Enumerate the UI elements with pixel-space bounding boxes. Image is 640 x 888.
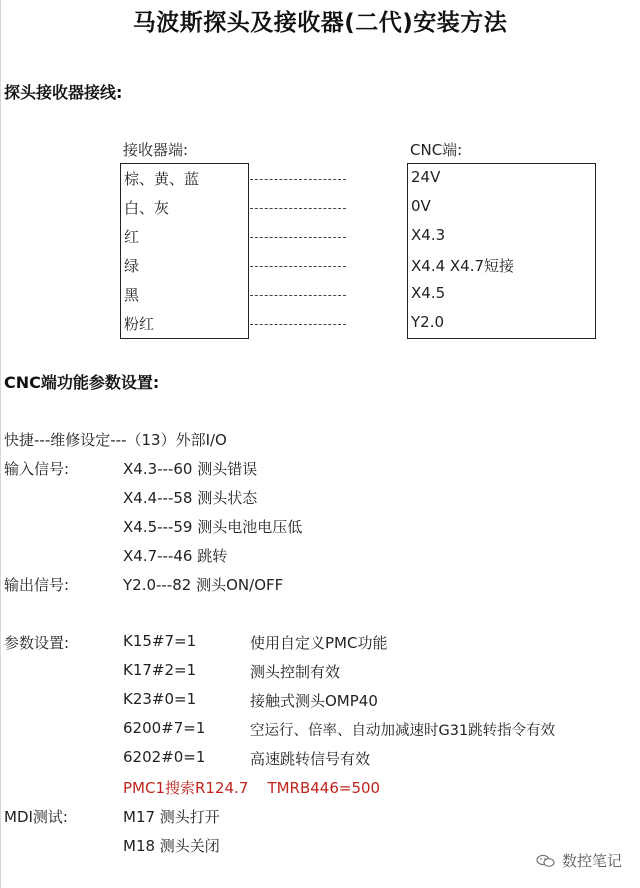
- wechat-icon: [536, 854, 556, 868]
- wire-line-2: [250, 208, 346, 209]
- pmc-note: PMC1搜索R124.7 TMRB446=500: [123, 779, 381, 797]
- param-desc-4: 空运行、倍率、自动加减速时G31跳转指令有效: [250, 723, 556, 739]
- input-signal-2: X4.4---58 测头状态: [123, 489, 258, 507]
- receiver-label: 接收器端:: [123, 141, 189, 159]
- receiver-row-4: 绿: [124, 257, 140, 275]
- receiver-row-6: 粉红: [124, 315, 155, 333]
- param-desc-2: 测头控制有效: [250, 663, 341, 681]
- receiver-terminal-box: [120, 163, 249, 339]
- mdi-command-1: M17 测头打开: [123, 808, 220, 826]
- param-key-1: K15#7=1: [123, 632, 197, 650]
- page-title: 马波斯探头及接收器(二代)安装方法: [132, 10, 508, 36]
- wire-line-5: [250, 295, 346, 296]
- receiver-row-2: 白、灰: [124, 199, 170, 217]
- param-key-2: K17#2=1: [123, 661, 197, 679]
- input-signal-label: 输入信号:: [4, 460, 70, 478]
- wire-line-6: [250, 324, 346, 325]
- param-desc-3: 接触式测头OMP40: [250, 692, 378, 710]
- cnc-row-3: X4.3: [411, 226, 446, 244]
- output-signal: Y2.0---82 测头ON/OFF: [123, 576, 284, 594]
- param-setting-label: 参数设置:: [4, 634, 70, 652]
- cnc-row-1: 24V: [411, 168, 441, 186]
- mdi-test-label: MDI测试:: [4, 808, 68, 826]
- cnc-row-5: X4.5: [411, 284, 446, 302]
- mdi-command-2: M18 测头关闭: [123, 837, 220, 855]
- input-signal-1: X4.3---60 测头错误: [123, 460, 258, 478]
- cnc-row-4: X4.4 X4.7短接: [411, 257, 515, 275]
- cnc-row-2: 0V: [411, 197, 431, 215]
- output-signal-label: 输出信号:: [4, 576, 70, 594]
- cnc-row-6: Y2.0: [411, 313, 445, 331]
- cnc-params-heading: CNC端功能参数设置:: [4, 373, 160, 392]
- param-key-3: K23#0=1: [123, 690, 197, 708]
- param-key-5: 6202#0=1: [123, 748, 206, 766]
- param-desc-5: 高速跳转信号有效: [250, 750, 371, 768]
- cnc-terminal-box: [407, 163, 596, 339]
- input-signal-3: X4.5---59 测头电池电压低: [123, 518, 303, 536]
- receiver-row-3: 红: [124, 228, 140, 246]
- watermark: [536, 850, 622, 871]
- wiring-heading: 探头接收器接线:: [4, 83, 123, 102]
- menu-path: 快捷---维修设定---（13）外部I/O: [4, 431, 227, 449]
- wire-line-4: [250, 266, 346, 267]
- page-left-border: [0, 0, 1, 888]
- wire-line-1: [250, 179, 346, 180]
- cnc-label: CNC端:: [410, 141, 463, 159]
- input-signal-4: X4.7---46 跳转: [123, 547, 228, 565]
- receiver-row-1: 棕、黄、蓝: [124, 170, 200, 188]
- wire-line-3: [250, 237, 346, 238]
- receiver-row-5: 黑: [124, 286, 140, 304]
- watermark-text: 数控笔记: [561, 852, 622, 870]
- param-desc-1: 使用自定义PMC功能: [250, 634, 388, 652]
- param-key-4: 6200#7=1: [123, 719, 206, 737]
